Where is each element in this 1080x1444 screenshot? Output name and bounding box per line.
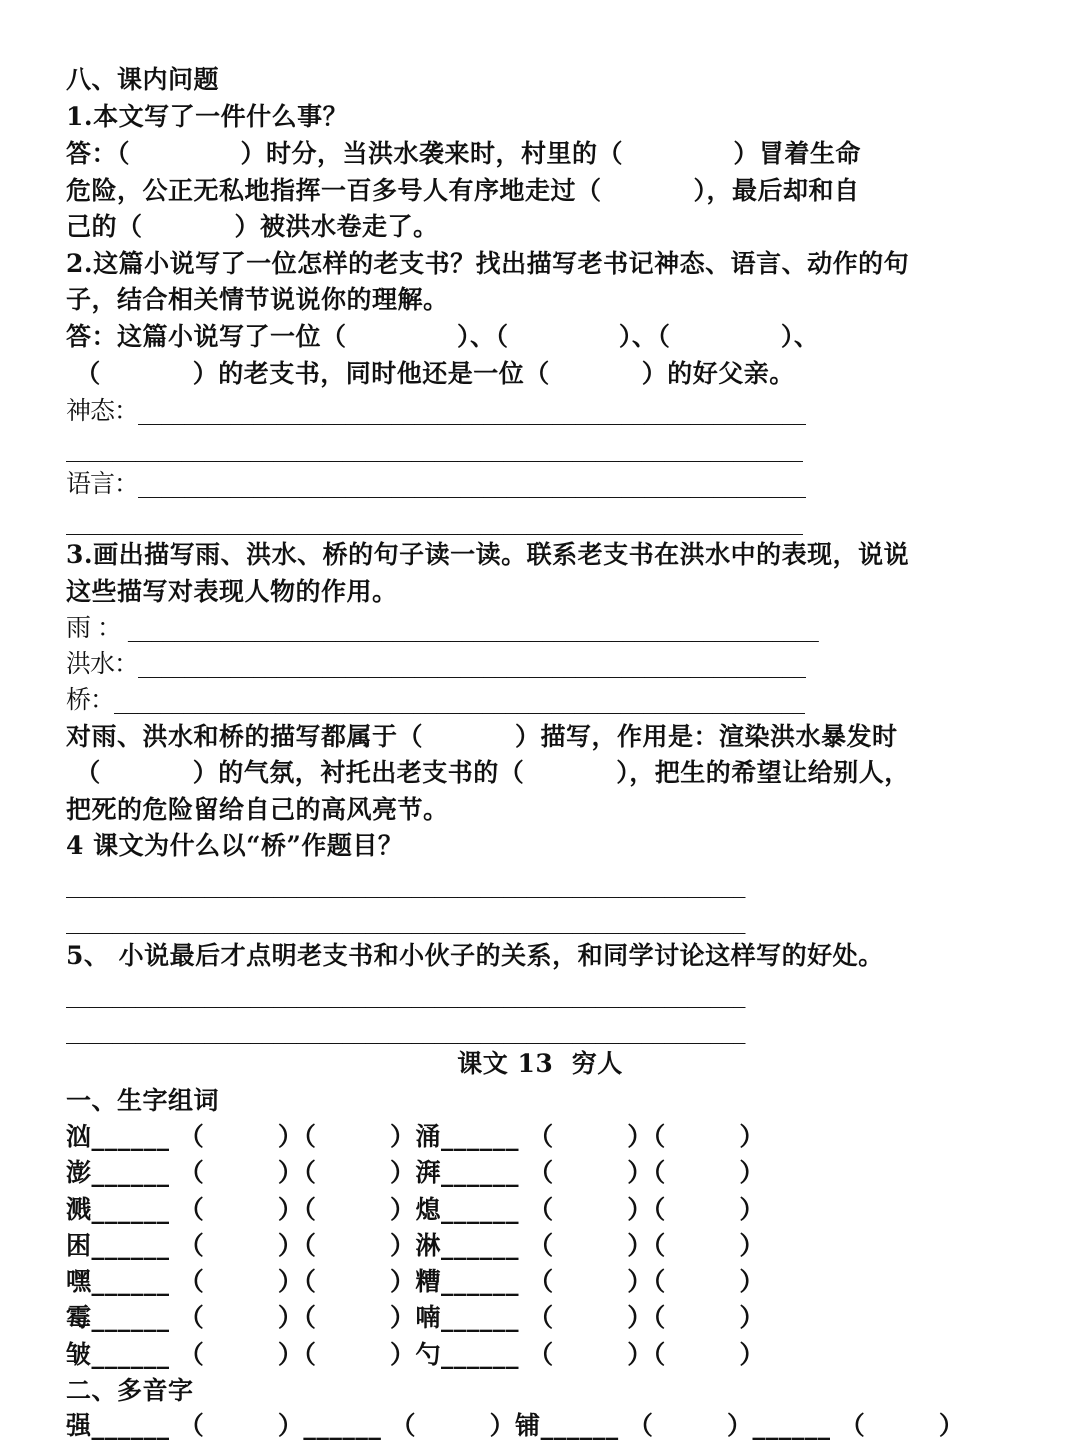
bridge-answer-line: 桥：____________________________________________________________ (66, 685, 805, 714)
word-row: 皱______ （ ）（ ）勺______ （ ）（ ） (66, 1340, 765, 1369)
answer-5-line-2: ___________________________________________________________ (66, 1015, 745, 1044)
answer-3-line-2: （ ）的气氛，衬托出老支书的（ ），把生的希望让给别人， (66, 758, 910, 787)
polyphone-heading: 二、多音字 (66, 1376, 194, 1405)
answer-1-line-3: 己的（ ）被洪水卷走了。 (66, 212, 439, 241)
word-row: 嘿______ （ ）（ ）糟______ （ ）（ ） (66, 1267, 765, 1296)
lesson-title: 课文 13 穷人 (457, 1049, 623, 1078)
rain-answer-line: 雨 ： ____________________________________________________________ (66, 613, 818, 642)
answer-3-line-3: 把死的危险留给自己的高风亮节。 (66, 795, 449, 824)
word-row: 困______ （ ）（ ）淋______ （ ）（ ） (66, 1231, 765, 1260)
speech-answer-line-cont: ________________________________________________________________ (66, 506, 802, 535)
question-5: 5、 小说最后才点明老支书和小伙子的关系，和同学讨论这样写的好处。 (66, 941, 884, 970)
question-1: 1.本文写了一件什么事？ (66, 102, 349, 131)
manner-answer-line: 神态：__________________________________________________________ (66, 396, 806, 425)
answer-2-line-2: （ ）的老支书，同时他还是一位（ ）的好父亲。 (66, 359, 795, 388)
section-heading: 八、课内问题 (66, 65, 220, 94)
polyphone-row: 强______ （ ）______ （ ）铺______ （ ）______ （ ） (66, 1411, 965, 1440)
answer-2-line-1: 答：这篇小说写了一位（ ）、（ ）、（ ）、 (66, 322, 820, 351)
answer-3-line-1: 对雨、洪水和桥的描写都属于（ ）描写，作用是：渲染洪水暴发时 (66, 722, 898, 751)
answer-4-line-2: ___________________________________________________________ (66, 905, 745, 934)
word-row: 澎______ （ ）（ ）湃______ （ ）（ ） (66, 1158, 765, 1187)
word-row: 汹______ （ ）（ ）涌______ （ ）（ ） (66, 1122, 765, 1151)
word-row: 溅______ （ ）（ ）熄______ （ ）（ ） (66, 1195, 765, 1224)
word-row: 霉______ （ ）（ ）喃______ （ ）（ ） (66, 1303, 765, 1332)
answer-5-line-1: ___________________________________________________________ (66, 979, 745, 1008)
manner-answer-line-cont: ________________________________________________________________ (66, 433, 802, 462)
question-2-line-2: 子，结合相关情节说说你的理解。 (66, 285, 449, 314)
answer-4-line-1: ___________________________________________________________ (66, 869, 745, 898)
words-heading: 一、生字组词 (66, 1086, 220, 1115)
speech-answer-line: 语言：__________________________________________________________ (66, 469, 806, 498)
question-3-line-1: 3.画出描写雨、洪水、桥的句子读一读。联系老支书在洪水中的表现，说说 (66, 540, 910, 569)
question-3-line-2: 这些描写对表现人物的作用。 (66, 577, 398, 606)
question-2-line-1: 2.这篇小说写了一位怎样的老支书？找出描写老书记神态、语言、动作的句 (66, 249, 910, 278)
answer-1-line-2: 危险，公正无私地指挥一百多号人有序地走过（ ），最后却和自 (66, 176, 860, 205)
answer-1-line-1: 答：（ ）时分，当洪水袭来时，村里的（ ）冒着生命 (66, 139, 861, 168)
question-4: 4 课文为什么以“桥”作题目？ (66, 831, 404, 860)
flood-answer-line: 洪水：__________________________________________________________ (66, 649, 806, 678)
